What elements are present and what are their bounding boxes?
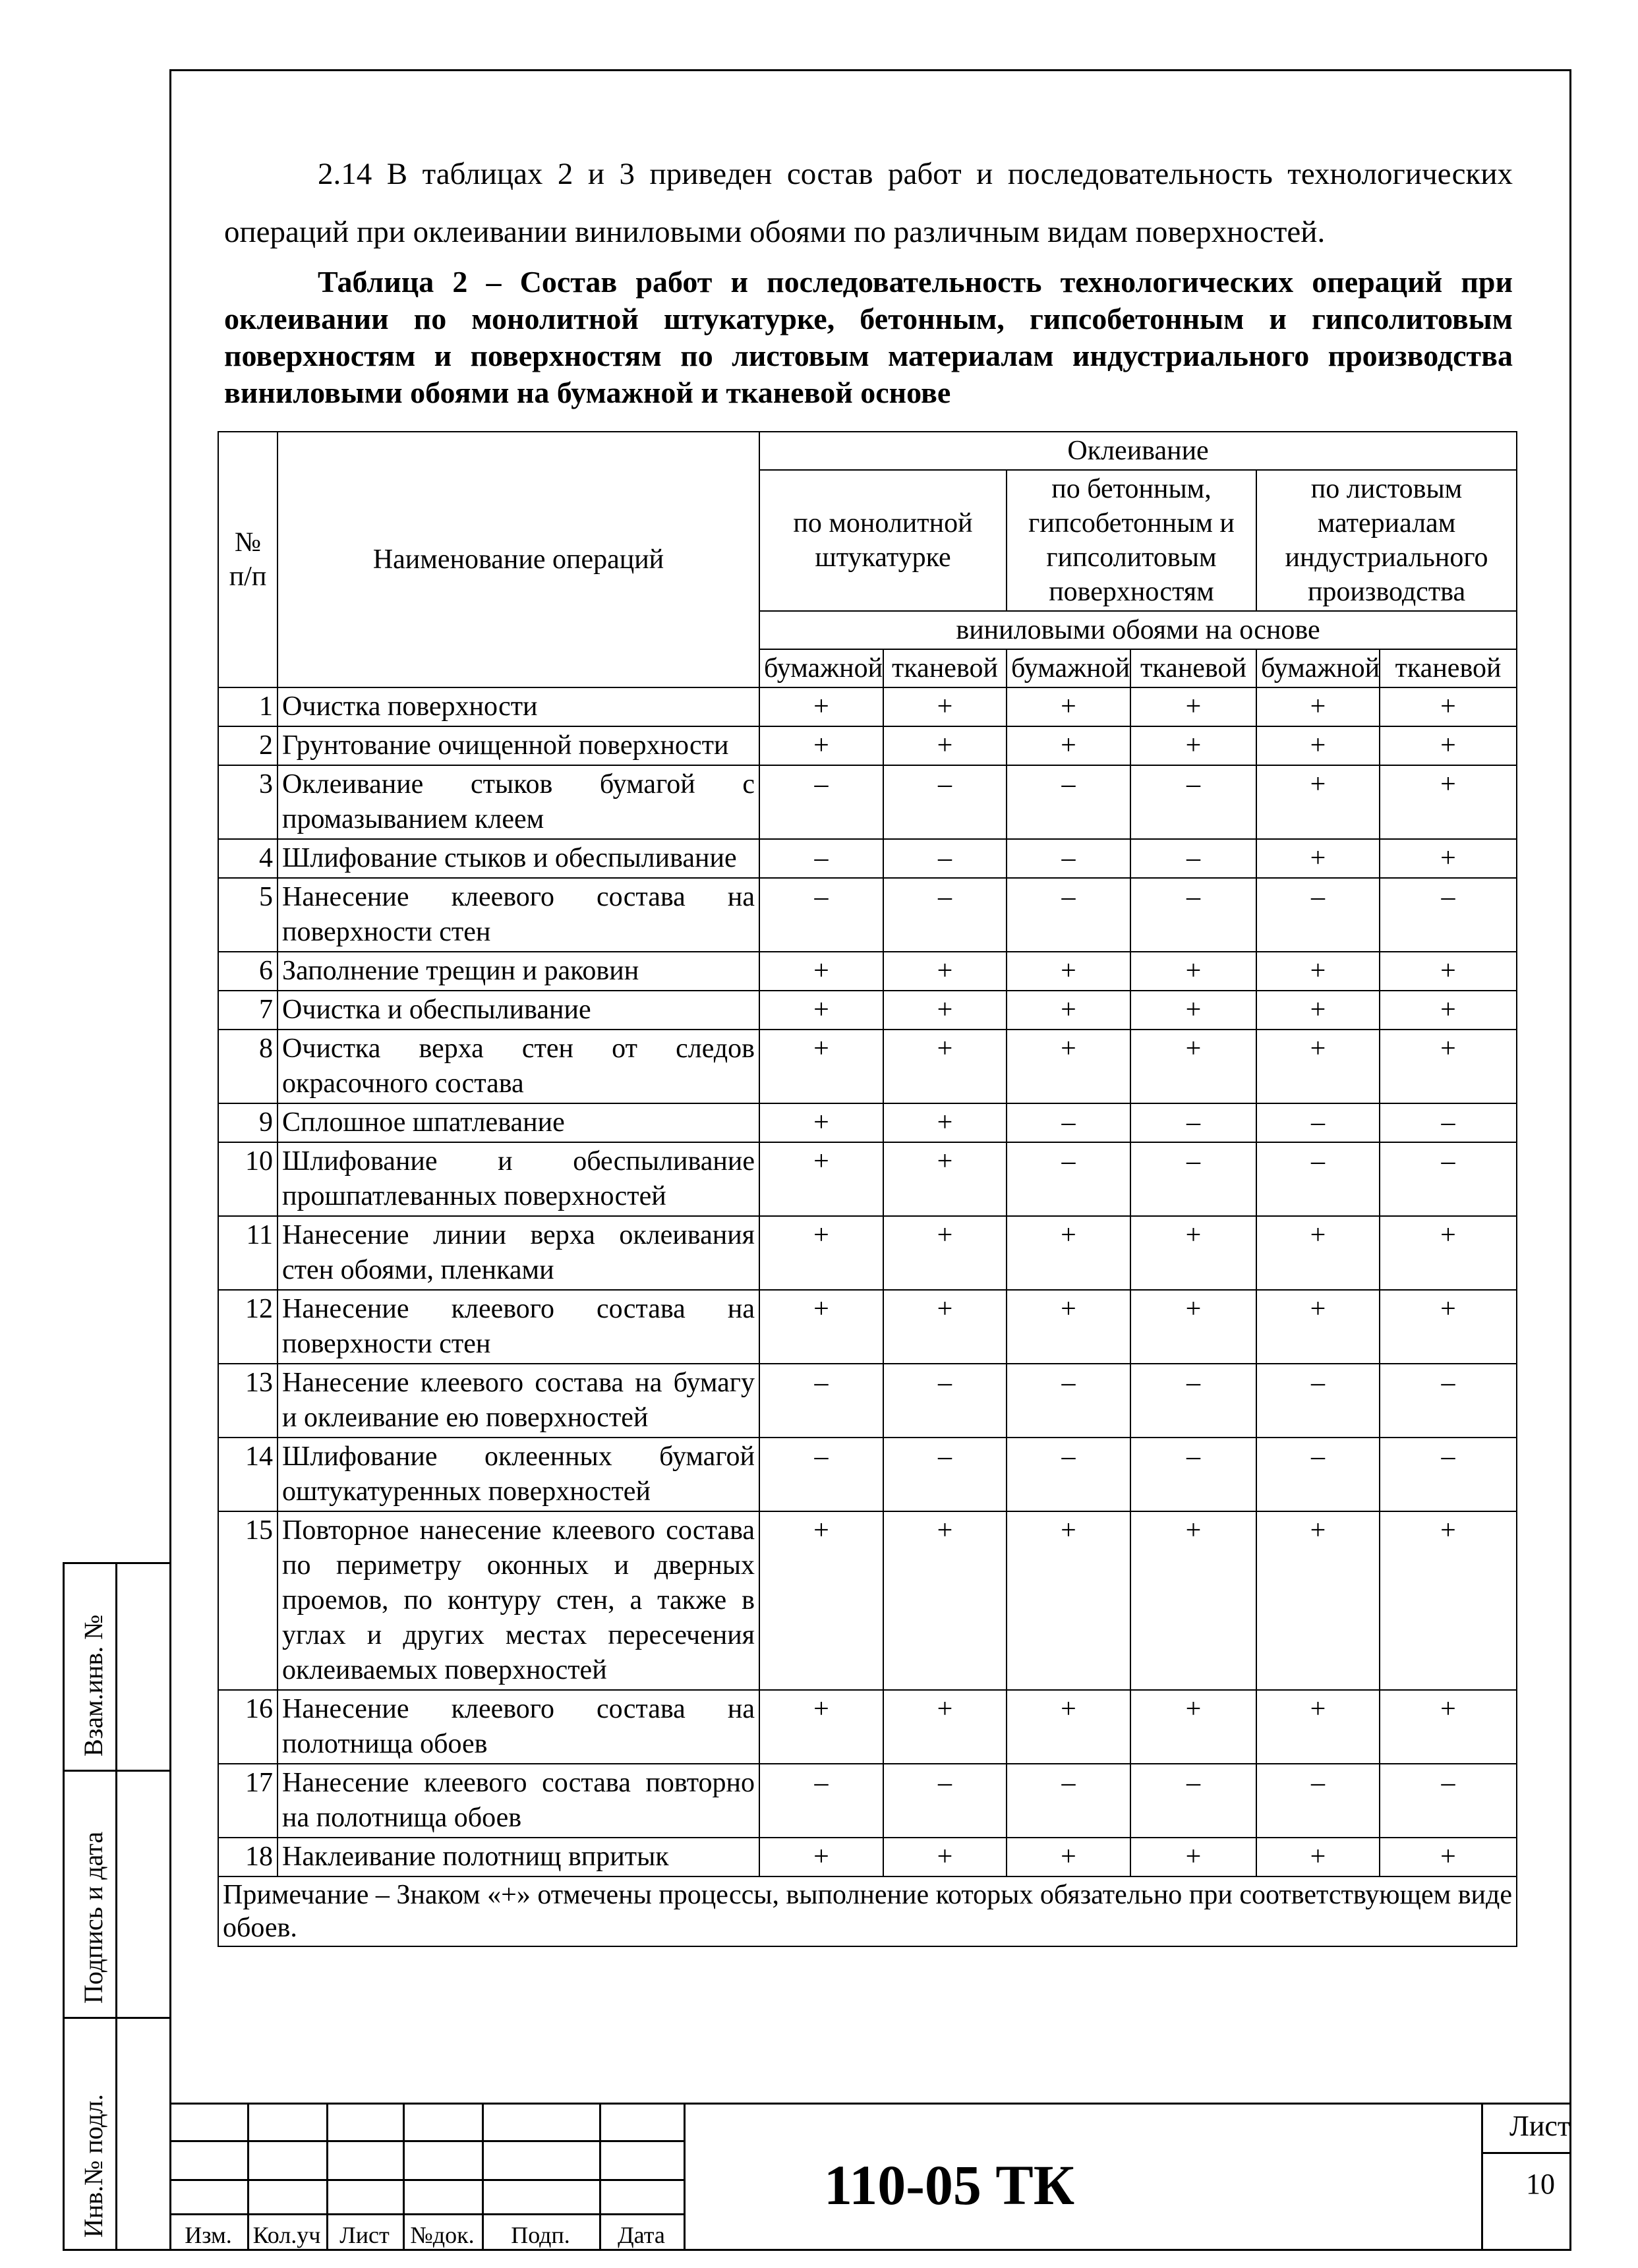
- table-row: [218, 1438, 1517, 1511]
- table-row: [218, 1511, 1517, 1690]
- mark-cell: –: [1130, 878, 1256, 952]
- mark-cell: +: [1256, 1511, 1380, 1690]
- stamp-label: Изм.: [185, 2222, 232, 2248]
- mark-cell: +: [883, 1690, 1007, 1764]
- mark-cell: +: [1380, 1030, 1517, 1103]
- mark-cell: +: [1130, 952, 1256, 991]
- mark-cell: +: [1256, 952, 1380, 991]
- mark-cell: –: [1007, 1103, 1130, 1142]
- row-number: 11: [218, 1216, 278, 1290]
- stamp-line: [63, 2017, 171, 2019]
- header-surface-1: по монолитной штукатурке: [759, 470, 1007, 611]
- row-number: 14: [218, 1438, 278, 1511]
- mark-cell: +: [883, 1838, 1007, 1876]
- table-row: [218, 1364, 1517, 1438]
- operation-name: Очистка поверхности: [278, 687, 759, 726]
- stamp-line: [63, 2249, 171, 2251]
- mark-cell: –: [883, 839, 1007, 878]
- stamp-line: [169, 2213, 684, 2215]
- stamp-line: [63, 1562, 171, 1564]
- mark-cell: –: [1256, 1103, 1380, 1142]
- stamp-line: [169, 2103, 1571, 2105]
- mark-cell: +: [1380, 952, 1517, 991]
- mark-cell: +: [759, 1511, 883, 1690]
- mark-cell: +: [1380, 765, 1517, 839]
- table-row: [218, 687, 1517, 726]
- mark-cell: –: [1380, 1438, 1517, 1511]
- table-row: [218, 726, 1517, 765]
- mark-cell: +: [1130, 1511, 1256, 1690]
- mark-cell: +: [759, 1030, 883, 1103]
- mark-cell: +: [1256, 726, 1380, 765]
- mark-cell: +: [883, 991, 1007, 1030]
- mark-cell: +: [1007, 1838, 1130, 1876]
- mark-cell: +: [1380, 991, 1517, 1030]
- table-row: [218, 1216, 1517, 1290]
- mark-cell: +: [1380, 1290, 1517, 1364]
- header-type-4: тканевой: [1130, 649, 1256, 687]
- mark-cell: +: [1256, 765, 1380, 839]
- operation-name: Повторное нанесение клеевого состава по периметру оконных и дверных проемов, по контуру стен, а также в углах и других местах пересечения оклеиваемых поверхностей: [278, 1511, 759, 1690]
- table-row: [218, 1030, 1517, 1103]
- mark-cell: +: [1007, 952, 1130, 991]
- table-row: [218, 878, 1517, 952]
- mark-cell: +: [1007, 1290, 1130, 1364]
- mark-cell: –: [1380, 1103, 1517, 1142]
- stamp-line: [63, 1770, 171, 1772]
- header-name: Наименование операций: [278, 432, 759, 687]
- mark-cell: +: [1256, 1030, 1380, 1103]
- mark-cell: +: [883, 687, 1007, 726]
- mark-cell: +: [1007, 687, 1130, 726]
- mark-cell: –: [1130, 1438, 1256, 1511]
- mark-cell: –: [759, 839, 883, 878]
- mark-cell: +: [759, 952, 883, 991]
- header-type-6: тканевой: [1380, 649, 1517, 687]
- table-row: [218, 765, 1517, 839]
- sheet-label: Лист: [1509, 2110, 1571, 2142]
- mark-cell: +: [759, 991, 883, 1030]
- operation-name: Очистка и обеспыливание: [278, 991, 759, 1030]
- mark-cell: –: [883, 1764, 1007, 1838]
- stamp-line: [63, 1562, 65, 2251]
- row-number: 5: [218, 878, 278, 952]
- table-row: [218, 839, 1517, 878]
- side-label: Подпись и дата: [78, 1831, 108, 2004]
- row-number: 1: [218, 687, 278, 726]
- mark-cell: –: [883, 1364, 1007, 1438]
- mark-cell: –: [759, 1364, 883, 1438]
- mark-cell: –: [1256, 1764, 1380, 1838]
- mark-cell: –: [759, 765, 883, 839]
- table-caption: [224, 264, 1513, 411]
- mark-cell: –: [883, 878, 1007, 952]
- operations-body: [218, 687, 1517, 1876]
- mark-cell: –: [1007, 878, 1130, 952]
- mark-cell: +: [883, 726, 1007, 765]
- mark-cell: +: [1380, 726, 1517, 765]
- operations-table: [218, 431, 1517, 1947]
- operation-name: Нанесение клеевого состава на поверхности стен: [278, 1290, 759, 1364]
- operation-name: Грунтование очищенной поверхности: [278, 726, 759, 765]
- table-row: [218, 1103, 1517, 1142]
- mark-cell: –: [1130, 1103, 1256, 1142]
- operation-name: Нанесение линии верха оклеивания стен обоями, пленками: [278, 1216, 759, 1290]
- mark-cell: +: [759, 1216, 883, 1290]
- stamp-line: [169, 2179, 684, 2181]
- stamp-line: [1481, 2103, 1483, 2251]
- header-surface-3: по листовым материалам индустриального производства: [1256, 470, 1517, 611]
- mark-cell: +: [1256, 1838, 1380, 1876]
- stamp-label: Дата: [618, 2222, 665, 2248]
- row-number: 6: [218, 952, 278, 991]
- stamp-label: №док.: [410, 2222, 475, 2248]
- mark-cell: +: [883, 1511, 1007, 1690]
- row-number: 15: [218, 1511, 278, 1690]
- mark-cell: +: [1256, 687, 1380, 726]
- intro-paragraph: [224, 145, 1513, 261]
- mark-cell: +: [883, 1103, 1007, 1142]
- mark-cell: +: [1007, 991, 1130, 1030]
- document-number: 110-05 ТК: [824, 2153, 1075, 2217]
- mark-cell: +: [1130, 1030, 1256, 1103]
- operation-name: Нанесение клеевого состава на поверхности стен: [278, 878, 759, 952]
- operation-name: Оклеивание стыков бумагой с промазыванием клеем: [278, 765, 759, 839]
- mark-cell: –: [1007, 1438, 1130, 1511]
- table-row: [218, 1764, 1517, 1838]
- stamp-label: Лист: [339, 2222, 390, 2248]
- table-row: [218, 952, 1517, 991]
- mark-cell: –: [759, 1764, 883, 1838]
- mark-cell: –: [1380, 878, 1517, 952]
- mark-cell: +: [1130, 1216, 1256, 1290]
- header-type-5: бумажной: [1256, 649, 1380, 687]
- mark-cell: –: [1007, 1364, 1130, 1438]
- mark-cell: –: [1380, 1364, 1517, 1438]
- header-base: виниловыми обоями на основе: [759, 611, 1517, 649]
- operation-name: Шлифование стыков и обеспыливание: [278, 839, 759, 878]
- mark-cell: +: [759, 1290, 883, 1364]
- row-number: 10: [218, 1142, 278, 1216]
- table-row: [218, 1142, 1517, 1216]
- mark-cell: +: [883, 1216, 1007, 1290]
- mark-cell: –: [1007, 1142, 1130, 1216]
- row-number: 3: [218, 765, 278, 839]
- table-row: [218, 991, 1517, 1030]
- mark-cell: +: [1256, 1290, 1380, 1364]
- mark-cell: +: [759, 1103, 883, 1142]
- header-num: № п/п: [218, 432, 278, 687]
- mark-cell: –: [1130, 1764, 1256, 1838]
- mark-cell: +: [1380, 839, 1517, 878]
- mark-cell: +: [1256, 1690, 1380, 1764]
- table-caption-text: Таблица 2 – Состав работ и последовательность технологических операций при оклеивании по монолитной штукатурке, бетонным, гипсобетонным и гипсолитовым поверхностям и поверхностям по листовым материалам индустриального производства виниловыми обоями на бумажной и тканевой основе: [224, 265, 1513, 409]
- row-number: 7: [218, 991, 278, 1030]
- mark-cell: –: [1256, 1438, 1380, 1511]
- table-row: [218, 1290, 1517, 1364]
- operation-name: Заполнение трещин и раковин: [278, 952, 759, 991]
- mark-cell: +: [1007, 1690, 1130, 1764]
- mark-cell: +: [1380, 1511, 1517, 1690]
- row-number: 16: [218, 1690, 278, 1764]
- table-note: Примечание – Знаком «+» отмечены процессы, выполнение которых обязательно при соответствующем виде обоев.: [218, 1876, 1517, 1946]
- table-row: [218, 1690, 1517, 1764]
- operation-name: Шлифование и обеспыливание прошпатлеванных поверхностей: [278, 1142, 759, 1216]
- mark-cell: –: [1007, 1764, 1130, 1838]
- operation-name: Наклеивание полотнищ впритык: [278, 1838, 759, 1876]
- mark-cell: +: [1256, 991, 1380, 1030]
- mark-cell: +: [1256, 1216, 1380, 1290]
- row-number: 12: [218, 1290, 278, 1364]
- mark-cell: –: [1130, 839, 1256, 878]
- mark-cell: +: [1007, 726, 1130, 765]
- operation-name: Шлифование оклеенных бумагой оштукатуренных поверхностей: [278, 1438, 759, 1511]
- mark-cell: +: [759, 1690, 883, 1764]
- mark-cell: –: [883, 765, 1007, 839]
- mark-cell: +: [1380, 687, 1517, 726]
- mark-cell: –: [1130, 1364, 1256, 1438]
- mark-cell: +: [1380, 1216, 1517, 1290]
- mark-cell: –: [1380, 1142, 1517, 1216]
- sheet-number: 10: [1526, 2168, 1555, 2200]
- mark-cell: +: [1007, 1216, 1130, 1290]
- mark-cell: +: [1130, 1690, 1256, 1764]
- intro-text: 2.14 В таблицах 2 и 3 приведен состав работ и последовательность технологических операций при оклеивании виниловыми обоями по различным видам поверхностей.: [224, 157, 1513, 249]
- mark-cell: +: [1380, 1838, 1517, 1876]
- row-number: 2: [218, 726, 278, 765]
- side-label: Инв.№ подл.: [78, 2094, 108, 2238]
- mark-cell: +: [1130, 1290, 1256, 1364]
- side-label: Взам.инв. №: [78, 1614, 108, 1757]
- mark-cell: +: [759, 726, 883, 765]
- header-surface-2: по бетонным, гипсобетонным и гипсолитовым поверхностям: [1007, 470, 1256, 611]
- mark-cell: –: [1380, 1764, 1517, 1838]
- mark-cell: +: [759, 1838, 883, 1876]
- stamp-line: [1481, 2152, 1571, 2154]
- mark-cell: +: [1256, 839, 1380, 878]
- row-number: 9: [218, 1103, 278, 1142]
- row-number: 8: [218, 1030, 278, 1103]
- stamp-line: [684, 2103, 686, 2251]
- header-group: Оклеивание: [759, 432, 1517, 470]
- operation-name: Нанесение клеевого состава на бумагу и оклеивание ею поверхностей: [278, 1364, 759, 1438]
- mark-cell: +: [1130, 1838, 1256, 1876]
- mark-cell: +: [883, 952, 1007, 991]
- mark-cell: +: [1130, 991, 1256, 1030]
- mark-cell: –: [1130, 765, 1256, 839]
- mark-cell: +: [1007, 1030, 1130, 1103]
- stamp-line: [169, 2140, 684, 2142]
- mark-cell: –: [1256, 878, 1380, 952]
- mark-cell: +: [1130, 726, 1256, 765]
- mark-cell: –: [883, 1438, 1007, 1511]
- row-number: 4: [218, 839, 278, 878]
- header-type-3: бумажной: [1007, 649, 1130, 687]
- header-type-2: тканевой: [883, 649, 1007, 687]
- stamp-label: Кол.уч: [252, 2222, 321, 2248]
- mark-cell: +: [759, 687, 883, 726]
- row-number: 18: [218, 1838, 278, 1876]
- mark-cell: –: [1007, 765, 1130, 839]
- mark-cell: +: [1130, 687, 1256, 726]
- mark-cell: +: [883, 1290, 1007, 1364]
- table-row: [218, 1838, 1517, 1876]
- stamp-line: [115, 1562, 117, 2251]
- operation-name: Очистка верха стен от следов окрасочного состава: [278, 1030, 759, 1103]
- mark-cell: –: [1130, 1142, 1256, 1216]
- mark-cell: –: [1256, 1142, 1380, 1216]
- stamp-label: Подп.: [511, 2222, 570, 2248]
- mark-cell: –: [1007, 839, 1130, 878]
- operation-name: Сплошное шпатлевание: [278, 1103, 759, 1142]
- row-number: 17: [218, 1764, 278, 1838]
- mark-cell: +: [759, 1142, 883, 1216]
- row-number: 13: [218, 1364, 278, 1438]
- mark-cell: +: [1007, 1511, 1130, 1690]
- header-type-1: бумажной: [759, 649, 883, 687]
- operation-name: Нанесение клеевого состава повторно на полотнища обоев: [278, 1764, 759, 1838]
- mark-cell: –: [759, 878, 883, 952]
- mark-cell: +: [883, 1142, 1007, 1216]
- mark-cell: –: [1256, 1364, 1380, 1438]
- operation-name: Нанесение клеевого состава на полотнища обоев: [278, 1690, 759, 1764]
- mark-cell: +: [883, 1030, 1007, 1103]
- mark-cell: –: [759, 1438, 883, 1511]
- mark-cell: +: [1380, 1690, 1517, 1764]
